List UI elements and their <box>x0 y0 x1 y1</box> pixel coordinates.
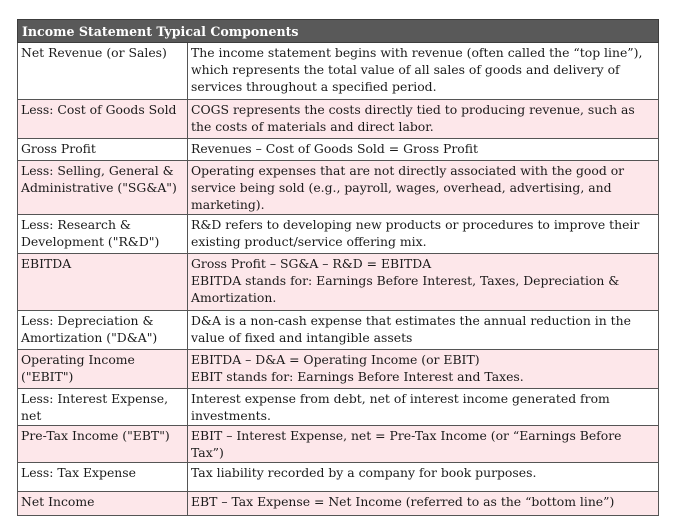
row-description <box>188 139 659 161</box>
row-label: Less: Tax Expense <box>18 463 188 492</box>
row-description-line: Revenues – Cost of Goods Sold = Gross Profit <box>191 141 478 156</box>
row-description-line: EBT – Tax Expense = Net Income (referred to as the “bottom line”) <box>191 494 615 509</box>
row-description-line: Tax liability recorded by a company for book purposes. <box>191 465 537 480</box>
table-row <box>18 389 659 426</box>
table-row <box>18 311 659 350</box>
table-row <box>18 161 659 215</box>
row-description <box>188 350 659 389</box>
row-label: Net Revenue (or Sales) <box>18 43 188 100</box>
row-description <box>188 100 659 139</box>
row-description <box>188 43 659 100</box>
row-label: EBITDA <box>18 254 188 311</box>
table-header-row <box>18 20 659 43</box>
income-statement-table <box>17 19 659 516</box>
row-description-line: D&A is a non-cash expense that estimates the annual reduction in the value of fixed and intangible assets <box>191 313 631 345</box>
row-description-line: EBIT stands for: Earnings Before Interest and Taxes. <box>191 369 524 384</box>
row-label: Less: Research & Development ("R&D") <box>18 215 188 254</box>
row-description <box>188 426 659 463</box>
row-description <box>188 311 659 350</box>
row-label: Less: Selling, General & Administrative ("SG&A") <box>18 161 188 215</box>
table-header: Income Statement Typical Components <box>18 20 659 43</box>
row-label: Operating Income ("EBIT") <box>18 350 188 389</box>
row-description <box>188 463 659 492</box>
row-label: Less: Interest Expense, net <box>18 389 188 426</box>
row-description <box>188 254 659 311</box>
table-row <box>18 215 659 254</box>
row-label: Gross Profit <box>18 139 188 161</box>
row-label: Less: Depreciation & Amortization ("D&A") <box>18 311 188 350</box>
row-description <box>188 161 659 215</box>
table-row <box>18 43 659 100</box>
row-description-line: EBITDA – D&A = Operating Income (or EBIT) <box>191 352 480 367</box>
table-row <box>18 100 659 139</box>
row-label: Pre-Tax Income ("EBT") <box>18 426 188 463</box>
row-description-line: EBIT – Interest Expense, net = Pre-Tax Income (or “Earnings Before Tax”) <box>191 428 622 460</box>
row-description <box>188 389 659 426</box>
table-row <box>18 426 659 463</box>
row-description-line: Interest expense from debt, net of interest income generated from investments. <box>191 391 610 423</box>
row-description-line: Operating expenses that are not directly associated with the good or service being sold (e.g., payroll, wages, overhead, advertising, and marketing). <box>191 163 625 212</box>
table-row <box>18 350 659 389</box>
row-description-line: EBITDA stands for: Earnings Before Interest, Taxes, Depreciation & Amortization. <box>191 273 620 305</box>
row-description-line: Gross Profit – SG&A – R&D = EBITDA <box>191 256 432 271</box>
row-description-line: The income statement begins with revenue (often called the “top line”), which represents the total value of all sales of goods and delivery of services throughout a specified period. <box>191 45 643 94</box>
row-description <box>188 215 659 254</box>
row-label: Net Income <box>18 492 188 516</box>
row-description-line: R&D refers to developing new products or procedures to improve their existing product/service offering mix. <box>191 217 640 249</box>
table-row <box>18 463 659 492</box>
row-label: Less: Cost of Goods Sold <box>18 100 188 139</box>
row-description-line: COGS represents the costs directly tied to producing revenue, such as the costs of materials and direct labor. <box>191 102 635 134</box>
table-row <box>18 254 659 311</box>
table-row <box>18 139 659 161</box>
